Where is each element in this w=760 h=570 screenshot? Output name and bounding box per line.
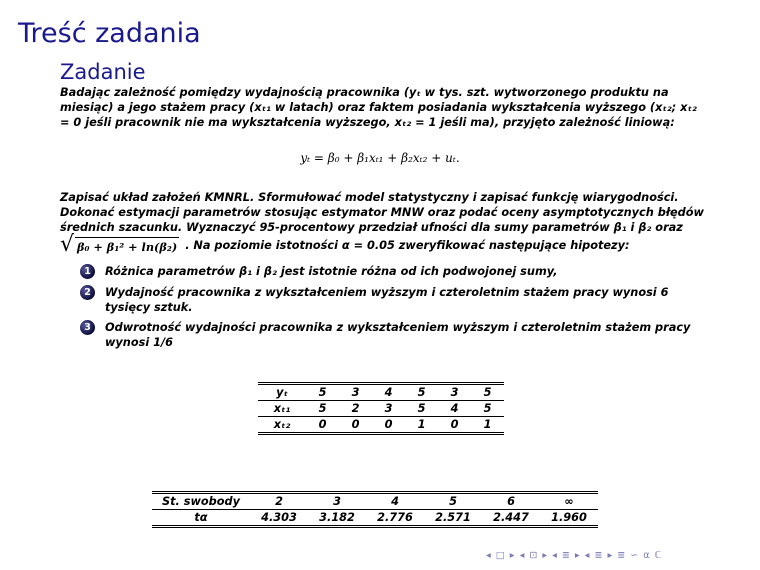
- table-cell: 0: [339, 417, 372, 434]
- sqrt-tail-text: . Na poziomie istotności α = 0.05 zweryfikować następujące hipotezy:: [185, 238, 630, 252]
- sqrt-line: [60, 234, 630, 256]
- hypothesis-text: Różnica parametrów β₁ i β₂ jest istotnie różna od ich podwojonej sumy,: [105, 265, 558, 278]
- table-cell: 1: [471, 417, 504, 434]
- table-cell: 5: [417, 386, 426, 399]
- table-cell: 3: [333, 495, 341, 508]
- data-table: [258, 382, 504, 435]
- table-cell: 3: [372, 401, 405, 417]
- table-row: [152, 493, 598, 510]
- row-label: yₜ: [276, 386, 288, 399]
- table-cell: 2.571: [424, 510, 482, 527]
- sqrt-sign-icon: √: [60, 232, 75, 257]
- table-cell: 5: [483, 386, 492, 399]
- beamer-navigation-icons[interactable]: ◂ □ ▸ ◂ ⊡ ▸ ◂ ≣ ▸ ◂ ≣ ▸ ≣ ∽ α ℂ: [486, 550, 663, 561]
- table-cell: 4.303: [250, 510, 308, 527]
- table-cell: 4: [438, 401, 471, 417]
- model-equation: yₜ = β₀ + β₁xₜ₁ + β₂xₜ₂ + uₜ.: [300, 151, 460, 165]
- t-critical-table: [152, 491, 598, 528]
- sqrt-expression: β₀ + β₁² + ln(β₂): [75, 237, 179, 254]
- hypothesis-item: [80, 285, 700, 315]
- table-cell: 2.447: [482, 510, 540, 527]
- table-cell: 6: [507, 495, 515, 508]
- table-cell: 2: [275, 495, 283, 508]
- enum-ball-icon: 1: [80, 264, 95, 279]
- table-cell: 5: [449, 495, 457, 508]
- table-cell: 0: [438, 417, 471, 434]
- row-label: tα: [152, 510, 250, 527]
- table-cell: 4: [384, 386, 393, 399]
- table-cell: 2: [339, 401, 372, 417]
- row-label: St. swobody: [162, 495, 240, 508]
- block-title: Zadanie: [60, 60, 146, 84]
- table-cell: 0: [372, 417, 405, 434]
- enum-ball-icon: 3: [80, 320, 95, 335]
- table-cell: 3: [351, 386, 360, 399]
- task-description: Zapisać układ założeń KMNRL. Sformułować model statystyczny i zapisać funkcję wiarygodności. Dokonać estymacji parametrów stosując estymator MNW oraz podać oceny asymptotycznych błędów średnich szacunku. Wyznaczyć 95-procentowy przedział ufności dla sumy parametrów β₁ i β₂ oraz: [60, 191, 704, 235]
- table-cell: 1: [405, 417, 438, 434]
- hypothesis-text: Odwrotność wydajności pracownika z wykształceniem wyższym i czteroletnim stażem pracy wynosi 1/6: [105, 321, 691, 350]
- hypothesis-item: [80, 264, 700, 279]
- row-label: xₜ₂: [258, 417, 306, 434]
- table-row: [258, 384, 504, 401]
- enum-ball-icon: 2: [80, 285, 95, 300]
- table-cell: 5: [405, 401, 438, 417]
- table-row: [258, 401, 504, 417]
- problem-intro: Badając zależność pomiędzy wydajnością pracownika (yₜ w tys. szt. wytworzonego produktu na miesiąc) a jego stażem pracy (xₜ₁ w latach) oraz faktem posiadania wykształcenia wyższego (xₜ₂; xₜ₂ = 0 jeśli pracownik nie ma wykształcenia wyższego, xₜ₂ = 1 jeśli ma), przyjęto zależność liniową:: [60, 86, 697, 130]
- table-cell: 0: [306, 417, 339, 434]
- table-cell: ∞: [564, 495, 574, 508]
- table-cell: 2.776: [366, 510, 424, 527]
- hypothesis-text: Wydajność pracownika z wykształceniem wyższym i czteroletnim stażem pracy wynosi 6 tysięcy sztuk.: [105, 286, 669, 315]
- table-cell: 5: [318, 386, 327, 399]
- table-cell: 3: [450, 386, 459, 399]
- row-label: xₜ₁: [258, 401, 306, 417]
- table-cell: 3.182: [308, 510, 366, 527]
- table-row: [152, 510, 598, 527]
- table-cell: 5: [306, 401, 339, 417]
- frame-title: Treść zadania: [18, 18, 201, 49]
- hypothesis-item: [80, 320, 700, 350]
- table-cell: 4: [391, 495, 399, 508]
- table-row: [258, 417, 504, 434]
- table-cell: 5: [471, 401, 504, 417]
- table-cell: 1.960: [540, 510, 598, 527]
